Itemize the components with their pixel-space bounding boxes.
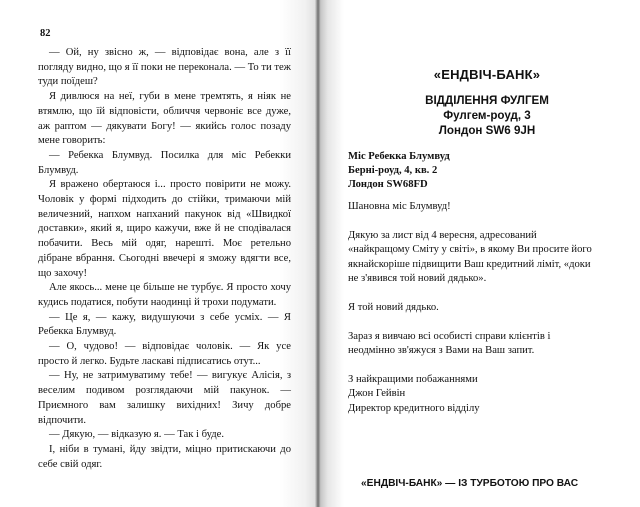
paragraph: Я дивлюся на неї, губи в мене тремтять, я ніяк не втямлю, що їй відповісти, обличчя червоніє все дуже, аж раптом — дякувати Богу! — якийсь голос позаду мене говорить: — [38, 91, 291, 147]
letter-paragraph: Зараз я вивчаю всі особисті справи клієнтів і неодмінно зв'яжуся з Вами на Ваш запит. — [348, 330, 551, 357]
recipient-city: Лондон SW68FD — [348, 179, 428, 191]
recipient-street: Берні-роуд, 4, кв. 2 — [348, 165, 438, 177]
letter-paragraph: Я той новий дядько. — [348, 301, 439, 313]
paragraph: І, ніби в тумані, йду звідти, міцно притискаючи до себе свій одяг. — [38, 443, 291, 470]
paragraph: — Дякую, — відказую я. — Так і буде. — [49, 429, 224, 441]
paragraph: — Ой, ну звісно ж, — відповідає вона, але з її погляду видно, що я її поки не переконала. — То ти теж туди поїдеш? — [38, 47, 291, 88]
paragraph: — Ну, не затримуватиму тебе! — вигукує Алісія, з веселим подивом розглядаючи мій пакунок. — Приємного вам залишку вихідних! Зичу добре відпочити. — [38, 370, 291, 426]
bank-slogan: «ЕНДВІЧ-БАНК» — ІЗ ТУРБОТОЮ ПРО ВАС — [361, 478, 579, 489]
signer-title: Директор кредитного відділу — [348, 402, 480, 414]
bank-name: «ЕНДВІЧ-БАНК» — [433, 67, 541, 82]
letter-paragraph: Дякую за лист від 4 вересня, адресований «найкращому Сміту у світі», в якому Ви просите його якнайскоріше підвищити Ваш кредитний ліміт, «доки не з'явився той новий дядько». — [348, 229, 592, 285]
paragraph: — Це я, — кажу, видушуючи з себе усміх. — Я Ребекка Блумвуд. — [38, 311, 291, 338]
closing-phrase: З найкращими побажаннями — [348, 373, 478, 385]
page-number: 82 — [40, 28, 51, 39]
branch-name: ВІДДІЛЕННЯ ФУЛГЕМ — [425, 94, 549, 107]
branch-city: Лондон SW6 9JH — [438, 124, 536, 138]
letter-body — [348, 200, 592, 417]
paragraph: Але якось... мене це більше не турбує. Я просто хочу кудись податися, побути наодинці й трохи подумати. — [38, 282, 291, 308]
salutation: Шановна міс Блумвуд! — [348, 201, 451, 212]
recipient-name: Міс Ребекка Блумвуд — [348, 151, 450, 162]
book-gutter — [315, 0, 321, 507]
signer-name: Джон Гейвін — [348, 388, 406, 400]
paragraph: — Ребекка Блумвуд. Посилка для міс Ребекки Блумвуд. — [38, 149, 291, 176]
branch-street: Фулгем-роуд, 3 — [443, 109, 531, 123]
letterhead — [400, 66, 574, 139]
paragraph: Я вражено обертаюся і... просто повірити не можу. Чоловік у формі підходить до стійки, тримаючи мій величезний, напхом напханий пакунок від «Швидкої доставки», який я, щиро кажучи, вже й не сподівалася побачити. Весь мій одяг, нарешті. Моє ретельно дібране вбрання. Сьогодні ввечері я зможу вдягти все, що захочу! — [38, 179, 291, 279]
recipient-address — [348, 150, 588, 193]
left-page-text — [38, 46, 291, 472]
paragraph: — О, чудово! — відповідає чоловік. — Як усе просто й легко. Будьте ласкаві підписатись отут... — [38, 341, 291, 367]
